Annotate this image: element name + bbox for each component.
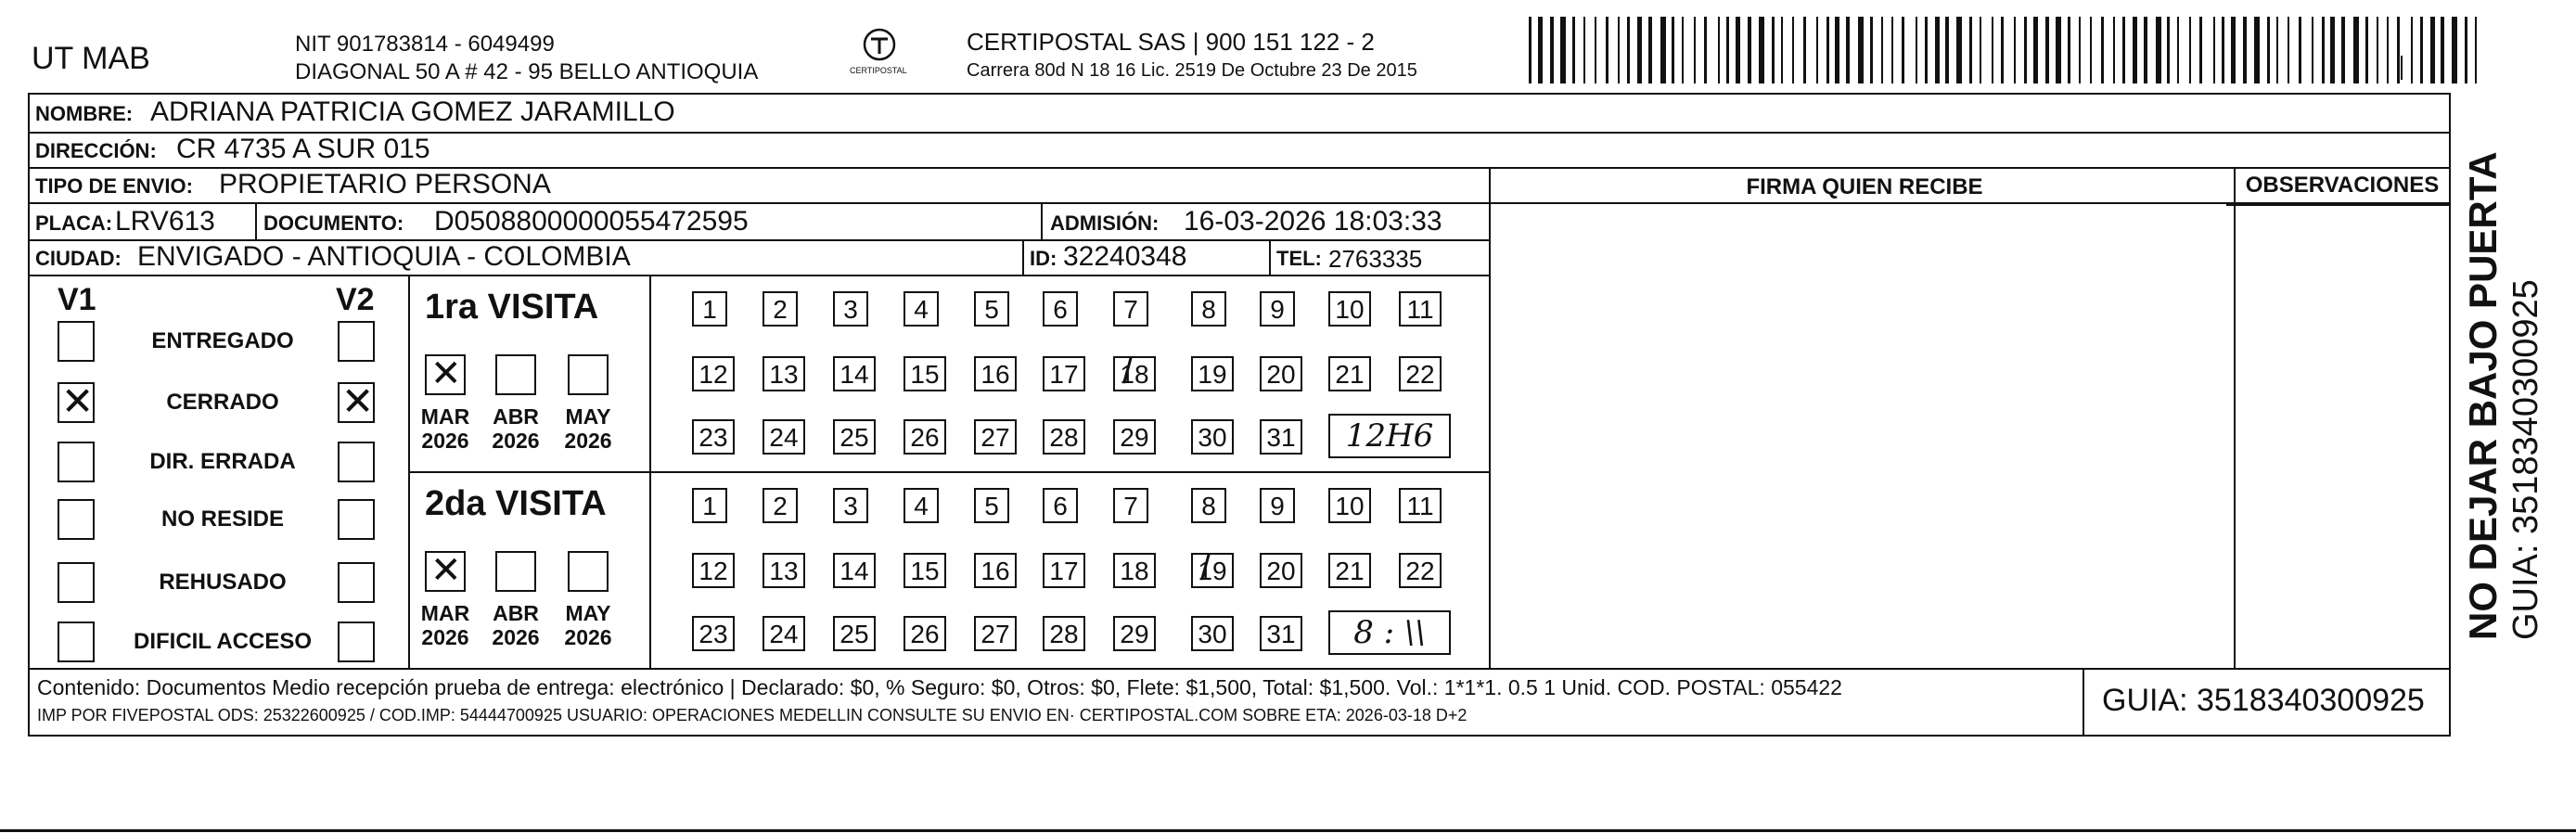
day-box[interactable]: 25 — [833, 616, 876, 651]
day-box[interactable]: 2 — [763, 291, 798, 327]
day-box[interactable]: 24 — [763, 419, 805, 455]
v2-checkbox[interactable] — [338, 442, 375, 482]
day-box[interactable]: 17 — [1043, 356, 1085, 391]
barcode-bar — [2411, 17, 2413, 83]
day-box[interactable]: 31 — [1260, 616, 1302, 651]
v1-checkbox[interactable] — [58, 382, 95, 423]
day-box[interactable]: 15 — [904, 553, 946, 588]
barcode-bar — [2122, 17, 2125, 83]
barcode-bar — [2430, 17, 2435, 83]
month-year: 2026 — [492, 429, 540, 453]
barcode-bar — [1846, 17, 1850, 83]
status-label: DIFICIL ACCESO — [133, 629, 312, 654]
logo-text: CERTIPOSTAL — [850, 66, 907, 75]
observaciones-header: OBSERVACIONES — [2245, 173, 2440, 198]
tipo-envio-value: PROPIETARIO PERSONA — [219, 169, 551, 199]
carrier-address: Carrera 80d N 18 16 Lic. 2519 De Octubre 23 De 2015 — [967, 60, 1417, 81]
barcode-bar — [2156, 17, 2161, 83]
day-box[interactable]: 5 — [974, 291, 1009, 327]
month-checkbox[interactable] — [495, 354, 536, 395]
barcode-bar — [1980, 17, 1981, 83]
barcode-bar — [2243, 17, 2247, 83]
barcode-bar — [2090, 17, 2092, 83]
barcode-bar — [2167, 17, 2170, 83]
barcode-bar — [2144, 17, 2147, 83]
day-box[interactable]: 20 — [1260, 553, 1302, 588]
day-box[interactable]: 23 — [692, 419, 735, 455]
barcode-bar — [1945, 17, 1949, 83]
month-label — [486, 601, 545, 649]
footer-imp: IMP POR FIVEPOSTAL ODS: 25322600925 / COD.IMP: 54444700925 USUARIO: OPERACIONES MEDELLIN CONSULTE SU ENVIO EN· CERTIPOSTAL.COM SOBRE ETA: 2026-03-18 D+2 — [37, 706, 1467, 724]
barcode-bar — [2213, 17, 2215, 83]
barcode-bar — [2189, 17, 2191, 83]
day-box[interactable]: 1 — [692, 291, 727, 327]
page-bottom-edge — [0, 829, 2576, 832]
barcode-bar — [2014, 17, 2016, 83]
day-box[interactable]: 4 — [904, 488, 939, 523]
barcode-bar — [1595, 17, 1596, 83]
v1-label: V1 — [58, 282, 96, 317]
day-box[interactable]: 8 — [1191, 291, 1226, 327]
barcode-bar — [2441, 17, 2444, 83]
day-box[interactable]: 1 — [692, 488, 727, 523]
day-box[interactable]: 4 — [904, 291, 939, 327]
day-box[interactable]: 22 — [1399, 553, 1442, 588]
barcode-bar — [2133, 17, 2137, 83]
day-box[interactable]: 25 — [833, 419, 876, 455]
barcode-bar — [2353, 17, 2359, 83]
barcode-bar — [1718, 17, 1720, 83]
day-box[interactable]: 15 — [904, 356, 946, 391]
v2-checkbox[interactable] — [338, 622, 375, 662]
barcode-bar — [1583, 17, 1585, 83]
day-box[interactable]: 21 — [1328, 553, 1371, 588]
day-box[interactable]: 30 — [1191, 616, 1234, 651]
v1-checkbox[interactable] — [58, 622, 95, 662]
day-box[interactable]: 3 — [833, 488, 868, 523]
barcode-bar — [2397, 17, 2400, 83]
day-box[interactable]: 16 — [974, 356, 1017, 391]
barcode-bar — [2452, 17, 2457, 83]
day-box[interactable]: 23 — [692, 616, 735, 651]
no-dejar-bajo-puerta: NO DEJAR BAJO PUERTA — [2461, 151, 2505, 640]
sender-name: UT MAB — [32, 41, 150, 76]
day-box[interactable]: 3 — [833, 291, 868, 327]
day-box[interactable]: 13 — [763, 356, 805, 391]
barcode-bar — [1858, 17, 1864, 83]
visit-title: 2da VISITA — [425, 484, 607, 523]
barcode-bar — [1606, 17, 1608, 83]
barcode-bar — [2177, 17, 2179, 83]
day-box[interactable]: 8 — [1191, 488, 1226, 523]
day-box[interactable]: 27 — [974, 616, 1017, 651]
month-name: MAY — [565, 601, 611, 625]
side-guia: GUIA: 3518340300925 — [2506, 279, 2545, 640]
barcode-bar — [1682, 17, 1684, 83]
barcode-bar — [2222, 17, 2224, 83]
barcode-bar — [1826, 17, 1829, 83]
day-box[interactable]: 19 / — [1191, 553, 1234, 588]
barcode-bar — [2276, 17, 2278, 83]
status-label: ENTREGADO — [151, 328, 294, 353]
barcode-bar — [2365, 17, 2368, 83]
v2-checkbox[interactable] — [338, 321, 375, 362]
day-box[interactable]: 10 — [1328, 488, 1371, 523]
day-box[interactable]: 19 — [1191, 356, 1234, 391]
barcode-bar — [2267, 17, 2270, 83]
barcode-bar — [1572, 17, 1575, 83]
barcode-bar — [1660, 17, 1666, 83]
v2-checkbox[interactable] — [338, 499, 375, 540]
v1-checkbox[interactable] — [58, 321, 95, 362]
day-box[interactable]: 6 — [1043, 488, 1078, 523]
visit-title: 1ra VISITA — [425, 288, 599, 327]
day-box[interactable]: 11 — [1399, 488, 1442, 523]
day-box[interactable]: 12 — [692, 553, 735, 588]
barcode-bar — [1637, 17, 1642, 83]
barcode-bar — [2341, 17, 2345, 83]
month-year: 2026 — [492, 625, 540, 649]
barcode-bar — [1835, 17, 1839, 83]
month-year: 2026 — [564, 625, 612, 649]
certipostal-logo — [846, 26, 913, 82]
documento-label: DOCUMENTO: — [263, 211, 404, 235]
day-box[interactable]: 24 — [763, 616, 805, 651]
day-box[interactable]: 10 — [1328, 291, 1371, 327]
day-box[interactable]: 2 — [763, 488, 798, 523]
barcode-bar — [2387, 17, 2389, 83]
barcode-bar — [2001, 17, 2004, 83]
month-checkbox[interactable] — [568, 354, 609, 395]
barcode-bar — [1902, 17, 1904, 83]
month-label — [416, 404, 475, 453]
day-box[interactable]: 26 — [904, 419, 946, 455]
barcode-bar — [1792, 17, 1794, 83]
month-name: MAY — [565, 404, 611, 429]
day-box[interactable]: 18 — [1113, 553, 1156, 588]
sender-address: DIAGONAL 50 A # 42 - 95 BELLO ANTIOQUIA — [295, 59, 759, 84]
status-label: NO RESIDE — [160, 506, 285, 532]
barcode-bar — [1992, 17, 1993, 83]
month-label — [558, 404, 618, 453]
footer-content: Contenido: Documentos Medio recepción prueba de entrega: electrónico | Declarado: $0, % Seguro: $0, Otros: $0, Flete: $1,500, Total: $1,500. Vol.: 1*1*1. 0.5 1 Unid. COD. POSTAL: 055422 — [37, 675, 1842, 699]
barcode-bar — [1672, 17, 1674, 83]
barcode-bar — [2254, 17, 2260, 83]
barcode-bar — [1694, 17, 1696, 83]
barcode-bar — [1969, 17, 1972, 83]
barcode-bar — [2330, 17, 2335, 83]
day-box[interactable]: 7 — [1113, 291, 1148, 327]
barcode-bar — [2377, 17, 2378, 83]
month-checkbox[interactable] — [425, 551, 466, 592]
barcode-bar — [1870, 17, 1873, 83]
day-box[interactable]: 20 — [1260, 356, 1302, 391]
status-label: REHUSADO — [159, 570, 287, 595]
barcode-bar — [2465, 17, 2467, 83]
barcode-bar — [1560, 17, 1566, 83]
admision-label: ADMISIÓN: — [1050, 211, 1160, 235]
barcode-bar — [1529, 17, 1532, 83]
placa-value: LRV613 — [115, 206, 215, 237]
barcode-bar — [1618, 17, 1620, 83]
sender-nit: NIT 901783814 - 6049499 — [295, 32, 555, 57]
barcode-bar — [2056, 17, 2061, 83]
direccion-value: CR 4735 A SUR 015 — [176, 134, 430, 164]
v2-checkbox[interactable] — [338, 382, 375, 423]
month-name: MAR — [420, 601, 470, 625]
direccion-label: DIRECCIÓN: — [35, 139, 157, 162]
barcode-bar — [1925, 17, 1928, 83]
barcode-bar — [2231, 17, 2236, 83]
placa-label: PLACA: — [35, 211, 113, 235]
barcode-bar — [2299, 17, 2301, 83]
barcode-bar — [1956, 17, 1962, 83]
nombre-label: NOMBRE: — [35, 102, 134, 125]
barcode-bar — [2475, 17, 2477, 83]
ciudad-value: ENVIGADO - ANTIOQUIA - COLOMBIA — [137, 241, 631, 272]
barcode — [1529, 17, 2490, 83]
barcode-bar — [2079, 17, 2081, 83]
day-box[interactable]: 14 — [833, 553, 876, 588]
day-box[interactable]: 9 — [1260, 488, 1295, 523]
status-label: CERRADO — [166, 390, 279, 415]
day-box[interactable]: 12 — [692, 356, 735, 391]
day-box[interactable]: 18 / — [1113, 356, 1156, 391]
barcode-bar — [2322, 17, 2325, 83]
day-box[interactable]: 7 — [1113, 488, 1148, 523]
day-box[interactable]: 28 — [1043, 419, 1085, 455]
nombre-value: ADRIANA PATRICIA GOMEZ JARAMILLO — [150, 96, 675, 127]
day-box[interactable]: 22 — [1399, 356, 1442, 391]
handwritten-time: 12H6 — [1328, 414, 1451, 458]
v2-label: V2 — [336, 282, 375, 317]
barcode-bar — [1891, 17, 1893, 83]
v1-checkbox[interactable] — [58, 499, 95, 540]
day-box[interactable]: 29 — [1113, 616, 1156, 651]
day-box[interactable]: 27 — [974, 419, 1017, 455]
id-label: ID: — [1030, 247, 1057, 270]
admision-value: 16-03-2026 18:03:33 — [1184, 206, 1442, 237]
barcode-bar — [2033, 17, 2038, 83]
barcode-bar — [1781, 17, 1783, 83]
documento-value: D0508800000055472595 — [434, 206, 749, 237]
month-label — [558, 601, 618, 649]
barcode-bar — [2199, 17, 2202, 83]
day-box[interactable]: 13 — [763, 553, 805, 588]
day-box[interactable]: 21 — [1328, 356, 1371, 391]
month-label — [486, 404, 545, 453]
barcode-bar — [2312, 17, 2313, 83]
ciudad-label: CIUDAD: — [35, 247, 122, 270]
barcode-bar — [1881, 17, 1883, 83]
month-year: 2026 — [421, 429, 469, 453]
barcode-bar — [1726, 17, 1729, 83]
barcode-bar — [1748, 17, 1751, 83]
barcode-bar — [2288, 17, 2289, 83]
barcode-bar — [1736, 17, 1740, 83]
day-box[interactable]: 16 — [974, 553, 1017, 588]
month-checkbox[interactable] — [425, 354, 466, 395]
day-box[interactable]: 11 — [1399, 291, 1442, 327]
barcode-bar — [1803, 17, 1806, 83]
day-box[interactable]: 6 — [1043, 291, 1078, 327]
barcode-bar — [1816, 17, 1818, 83]
month-checkbox[interactable] — [495, 551, 536, 592]
day-box[interactable]: 31 — [1260, 419, 1302, 455]
day-box[interactable]: 14 — [833, 356, 876, 391]
barcode-bar — [1759, 17, 1764, 83]
month-checkbox[interactable] — [568, 551, 609, 592]
month-name: ABR — [493, 601, 539, 625]
barcode-bar — [2113, 17, 2115, 83]
v1-checkbox[interactable] — [58, 442, 95, 482]
day-box[interactable]: 29 — [1113, 419, 1156, 455]
month-name: MAR — [420, 404, 470, 429]
id-value: 32240348 — [1063, 241, 1187, 272]
v1-checkbox[interactable] — [58, 562, 95, 603]
day-box[interactable]: 28 — [1043, 616, 1085, 651]
barcode-bar — [2045, 17, 2049, 83]
barcode-bar — [1772, 17, 1775, 83]
footer-guia: GUIA: 3518340300925 — [2102, 683, 2425, 718]
tel-label: TEL: — [1276, 247, 1322, 270]
barcode-bar — [1648, 17, 1652, 83]
barcode-bar — [1538, 17, 1543, 83]
day-box[interactable]: 9 — [1260, 291, 1295, 327]
month-label — [416, 601, 475, 649]
month-name: ABR — [493, 404, 539, 429]
barcode-bar — [1627, 17, 1630, 83]
day-box[interactable]: 5 — [974, 488, 1009, 523]
tel-value: 2763335 — [1328, 245, 1423, 273]
carrier-name: CERTIPOSTAL SAS | 900 151 122 - 2 — [967, 28, 1375, 56]
v2-checkbox[interactable] — [338, 562, 375, 603]
barcode-bar — [2068, 17, 2070, 83]
barcode-bar — [2024, 17, 2027, 83]
handwritten-time: 8 : \\ — [1328, 610, 1451, 655]
barcode-bar — [1916, 17, 1917, 83]
day-box[interactable]: 30 — [1191, 419, 1234, 455]
firma-header: FIRMA QUIEN RECIBE — [1746, 174, 1983, 199]
status-label: DIR. ERRADA — [149, 449, 296, 474]
barcode-bar — [2101, 17, 2104, 83]
barcode-bar — [1550, 17, 1554, 83]
day-box[interactable]: 17 — [1043, 553, 1085, 588]
barcode-bar — [2420, 17, 2423, 83]
month-year: 2026 — [421, 625, 469, 649]
barcode-bar — [1935, 17, 1940, 83]
day-box[interactable]: 26 — [904, 616, 946, 651]
month-year: 2026 — [564, 429, 612, 453]
tipo-envio-label: TIPO DE ENVIO: — [35, 174, 193, 198]
barcode-bar — [1704, 17, 1707, 83]
